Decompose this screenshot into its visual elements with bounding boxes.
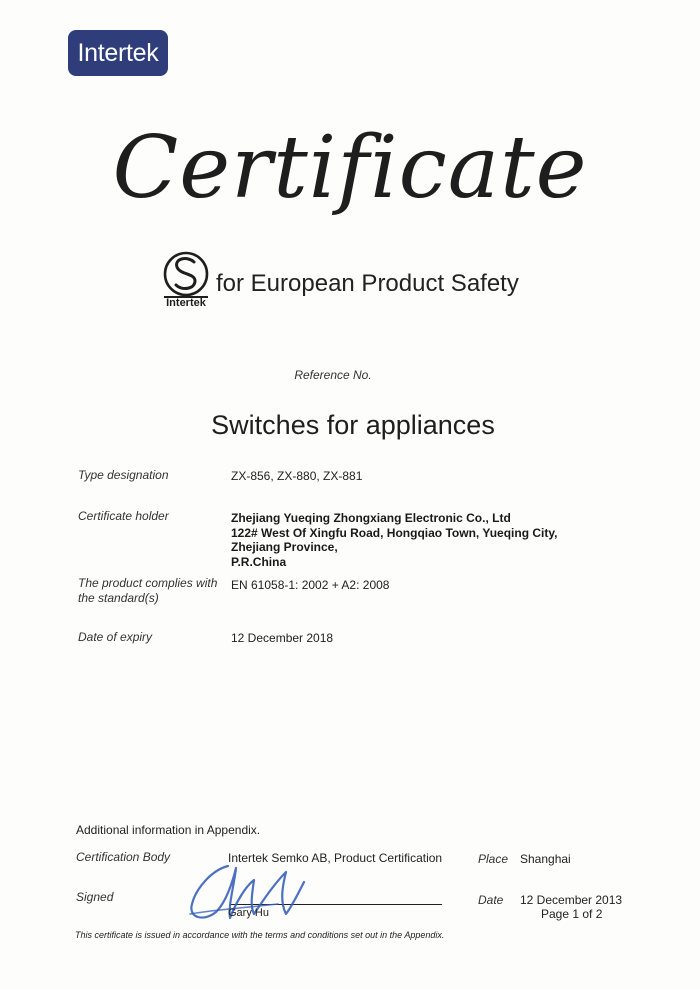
expiry-label: Date of expiry — [78, 630, 153, 644]
expiry-value: 12 December 2018 — [231, 631, 334, 645]
standard-label-line: The product complies with — [78, 576, 218, 590]
intertek-logo: Intertek — [68, 30, 168, 76]
type-designation-value: ZX-856, ZX-880, ZX-881 — [231, 469, 363, 483]
holder-line: P.R.China — [231, 554, 287, 569]
certification-body-value: Intertek Semko AB, Product Certification — [228, 851, 443, 865]
certification-body-label: Certification Body — [76, 850, 171, 864]
signer-name: Gary Hu — [228, 907, 269, 919]
additional-info: Additional information in Appendix. — [76, 823, 261, 837]
holder-line: 122# West Of Xingfu Road, Hongqiao Town, Yueqing City, — [231, 525, 558, 540]
product-title: Switches for appliances — [211, 410, 495, 440]
reference-label: Reference No. — [294, 368, 372, 382]
holder-line: Zhejiang Province, — [231, 540, 338, 554]
place-value: Shanghai — [520, 852, 571, 866]
subtitle: for European Product Safety — [216, 270, 519, 297]
place-label: Place — [478, 852, 509, 866]
footer-note: This certificate is issued in accordance with the terms and conditions set out in the Appendix. — [75, 930, 445, 940]
certificate-holder-value — [231, 511, 557, 569]
standard-value: EN 61058-1: 2002 + A2: 2008 — [231, 578, 390, 592]
certificate-title: Certificate — [112, 118, 588, 218]
standard-label — [78, 576, 217, 606]
certificate-holder-label: Certificate holder — [78, 509, 169, 523]
date-value: 12 December 2013 — [520, 893, 623, 907]
type-designation-label: Type designation — [78, 468, 169, 482]
standard-label-line: the standard(s) — [78, 591, 159, 605]
page-number: Page 1 of 2 — [541, 907, 603, 921]
s-mark-label: Intertek — [166, 297, 206, 309]
holder-line: Zhejiang Yueqing Zhongxiang Electronic Co., Ltd — [231, 511, 511, 525]
date-label: Date — [478, 893, 504, 907]
signed-label: Signed — [76, 890, 114, 904]
